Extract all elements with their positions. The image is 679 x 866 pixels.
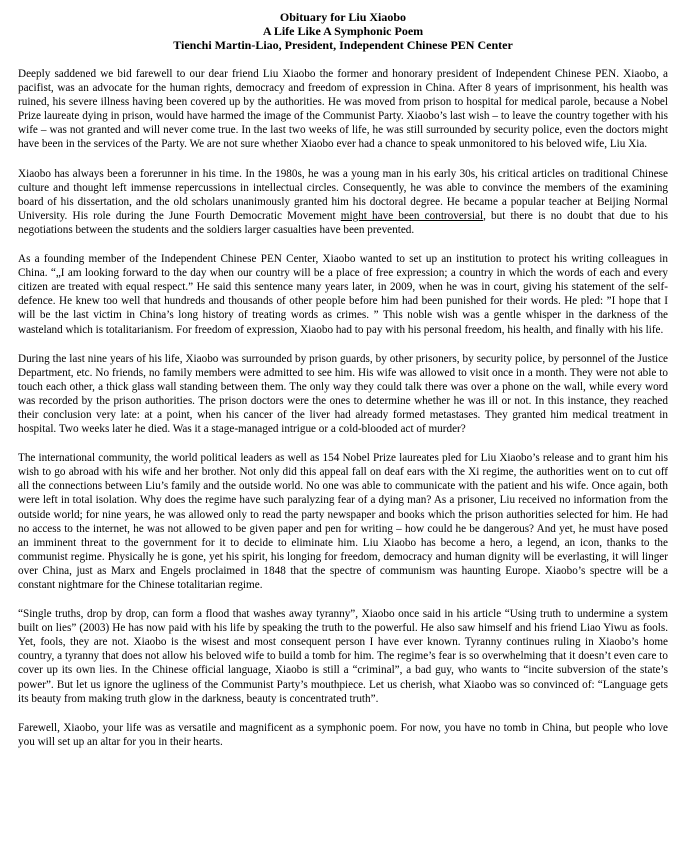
- paragraph-2-text-end: , but there is no doubt that due to his negotiations between the students and the soldiers larger casualties have been prevented.: [18, 209, 668, 236]
- paragraph-2: [18, 167, 668, 237]
- paragraph-6: “Single truths, drop by drop, can form a flood that washes away tyranny”, Xiaobo once said in his article “Using truth to undermine a system built on lies” (2003) He has now paid with his life by speaking the truth to the powerful. He also saw himself and his friend Liao Yiwu as fools. Yet, fools, they are not. Xiaobo is the wisest and most consequent person I have ever known. Tyranny continues ruling in Xiaobo’s home country, a tyranny that does not allow his beloved wife to build a tomb for him. The regime’s fear is so overwhelming that it doesn’t even care to cover up its own lies. In the Chinese official language, Xiaobo is still a “criminal”, a bad guy, who wants to “incite subversion of the state’s power”. But let us ignore the ugliness of the Communist Party’s mouthpiece. Let us cherish, what Xiaobo was so convinced of: “Language gets its beauty from making truth glow in the darkness, beauty is concentrated truth”.: [18, 608, 668, 705]
- paragraph-1: Deeply saddened we bid farewell to our dear friend Liu Xiaobo the former and honorary president of Independent Chinese PEN. Xiaobo, a pacifist, was an advocate for the human rights, democracy and freedom of expression in China. After 8 years of imprisonment, his health was ruined, his severe illness having been covered up by the authorities. He was moved from prison to hospital for medical parole, because a Nobel Prize laureate dying in prison, would have harmed the image of the Communist Party. Xiaobo’s last wish – to leave the country together with his wife – was not granted and will never come true. In the last two weeks of life, he was still surrounded by security police, even the doctors might have been in the services of the Party. We are not sure whether Xiaobo ever had a chance to speak unmonitored to his beloved wife, Liu Xia.: [18, 68, 668, 151]
- document-title: Obituary for Liu Xiaobo: [279, 10, 407, 24]
- document-author-line: Tienchi Martin-Liao, President, Independent Chinese PEN Center: [173, 38, 513, 52]
- paragraph-2-underlined-phrase: might have been controversial: [340, 209, 484, 222]
- paragraph-4: During the last nine years of his life, Xiaobo was surrounded by prison guards, by other prisoners, by security police, by personnel of the Justice Department, etc. No friends, no family members were admitted to see him. His wife was allowed to visit once in a month. They were not able to touch each other, a thick glass wall standing between them. The only way they could talk there was over a phone on the wall, while every word was recorded by the prison authorities. The prison doctors were the ones to determine whether he was ill or not. In this instance, they reached their conclusion very late: at a point, when his cancer of the liver had already formed metastases. They granted him medical treatment in hospital. Two weeks later he died. Was it a stage-managed intrigue or a cold-blooded act of murder?: [18, 352, 668, 436]
- document-header: [18, 10, 668, 52]
- paragraph-7: Farewell, Xiaobo, your life was as versatile and magnificent as a symphonic poem. For now, you have no tomb in China, but people who love you will set up an altar for you in their hearts.: [18, 721, 668, 748]
- paragraph-5: The international community, the world political leaders as well as 154 Nobel Prize laureates pled for Liu Xiaobo’s release and to grant him his wish to go abroad with his wife and her brother. Not only did this appeal fall on deaf ears with the Xi regime, the authorities went on to cut off all the connections between Liu’s family and the outside world. No one was able to communicate with the patient and his wife. Once again, both were left in total isolation. Why does the regime have such paralyzing fear of a dying man? As a prisoner, Liu received no information from the outside world; for nine years, he was allowed only to read the party newspaper and books which the prison authorities selected for him. He had no access to the internet, he was not allowed to be given paper and pen for writing – how could he be dangerous? And yet, he must have posed an imminent threat to the government for it to decide to eliminate him. Liu Xiaobo has become a hero, a legend, an icon, thanks to the communist regime. Physically he is gone, yet his spirit, his longing for freedom, democracy and human dignity will be everlasting, it will linger over China, just as Marx and Engels proclaimed in 1848 that the spectre of communism was haunting Europe. Xiaobo’s spectre will be a constant nightmare for the Chinese totalitarian regime.: [18, 452, 668, 591]
- paragraph-3: As a founding member of the Independent Chinese PEN Center, Xiaobo wanted to set up an institution to protect his writing colleagues in China. “„I am looking forward to the day when our country will be a place of free expression; a country in which the words of each and every citizen are treated with equal respect.” He said this sentence many years later, in 2009, when he was in court, giving his statement of the self-defence. He knew too well that hundreds and thousands of other people before him had been punished for their words. He pled: ”I hope that I will be the last victim in China’s long history of treating words as crimes. ” This noble wish was a gentle whisper in the darkness of the wasteland which is totalitarianism. For freedom of expression, Xiaobo had to pay with his personal freedom, his health, and finally with his life.: [18, 253, 668, 336]
- paragraph-2-text-start: Xiaobo has always been a forerunner in his time. In the 1980s, he was a young man in his early 30s, his critical articles on traditional Chinese culture and thought left immense repercussions in intellectual circles. Consequently, he was able to convince the members of the examining board of his dissertation, and the old scholars unanimously granted him his doctoral degree. He became a popular teacher at Beijing Normal University. His role during the June Fourth Democratic Movement: [18, 167, 668, 222]
- document-subtitle: A Life Like A Symphonic Poem: [262, 24, 424, 38]
